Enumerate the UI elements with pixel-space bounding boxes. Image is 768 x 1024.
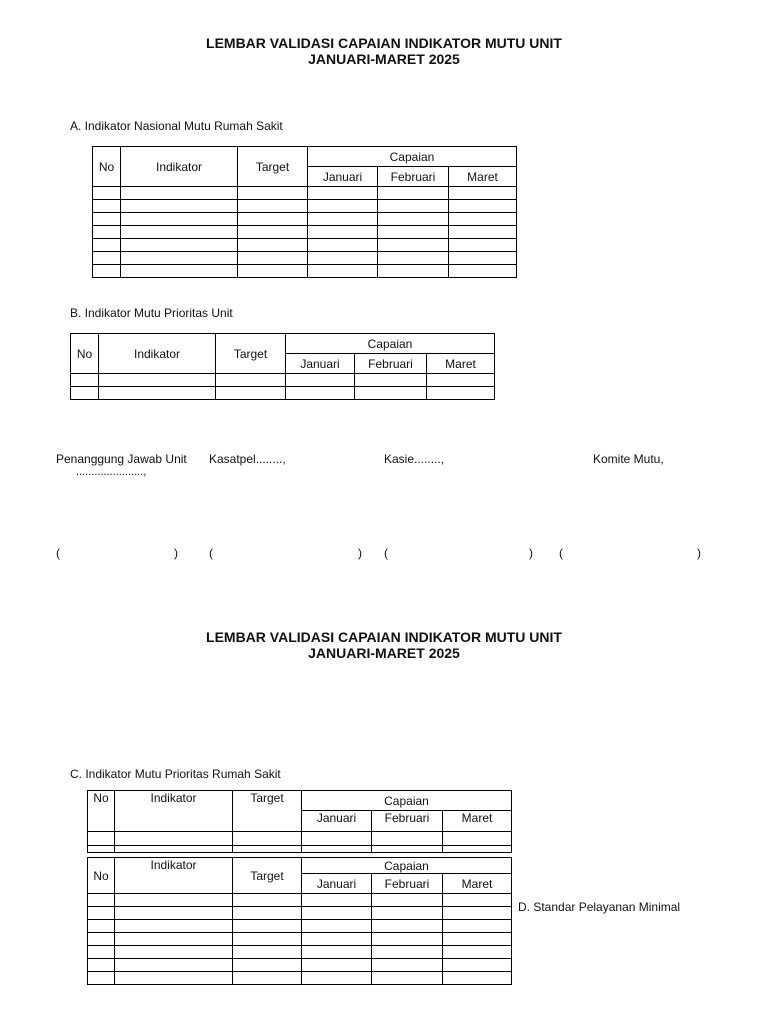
header-februari: Februari bbox=[372, 874, 443, 894]
table-row bbox=[88, 972, 512, 985]
header-target: Target bbox=[216, 334, 286, 374]
header-indikator: Indikator bbox=[115, 791, 233, 832]
header-januari: Januari bbox=[286, 354, 355, 374]
header-target: Target bbox=[233, 858, 302, 894]
header-januari: Januari bbox=[308, 167, 378, 187]
signature-paren-open-3: ( bbox=[384, 546, 388, 560]
table-row bbox=[93, 187, 517, 200]
signature-paren-close-3: ) bbox=[529, 546, 533, 560]
signature-paren-close-4: ) bbox=[697, 546, 701, 560]
header-capaian: Capaian bbox=[286, 334, 495, 354]
header-februari: Februari bbox=[355, 354, 427, 374]
section-c-heading: C. Indikator Mutu Prioritas Rumah Sakit bbox=[70, 767, 281, 781]
table-standar-pelayanan-minimal bbox=[87, 857, 512, 985]
signature-paren-open-1: ( bbox=[56, 546, 60, 560]
signature-paren-open-4: ( bbox=[559, 546, 563, 560]
signature-penanggung-jawab: Penanggung Jawab Unit bbox=[56, 452, 187, 466]
header-capaian: Capaian bbox=[302, 858, 512, 874]
section-a-heading: A. Indikator Nasional Mutu Rumah Sakit bbox=[70, 119, 283, 133]
table-row bbox=[88, 946, 512, 959]
table-row bbox=[88, 907, 512, 920]
header-indikator: Indikator bbox=[115, 858, 233, 894]
table-indikator-prioritas-rs bbox=[87, 790, 512, 853]
table-row bbox=[93, 226, 517, 239]
header-no: No bbox=[88, 791, 115, 832]
section-d-heading: D. Standar Pelayanan Minimal bbox=[518, 900, 681, 914]
table-row bbox=[88, 933, 512, 946]
page-subtitle: JANUARI-MARET 2025 bbox=[308, 51, 460, 67]
table-row bbox=[71, 374, 495, 387]
table-row bbox=[88, 894, 512, 907]
signature-paren-close-2: ) bbox=[358, 546, 362, 560]
header-capaian: Capaian bbox=[308, 147, 517, 167]
table-row bbox=[88, 920, 512, 933]
table-row bbox=[93, 213, 517, 226]
signature-paren-close-1: ) bbox=[174, 546, 178, 560]
header-target: Target bbox=[238, 147, 308, 187]
table-indikator-nasional bbox=[92, 146, 517, 278]
page2-subtitle: JANUARI-MARET 2025 bbox=[308, 645, 460, 661]
header-maret: Maret bbox=[449, 167, 517, 187]
page-title: LEMBAR VALIDASI CAPAIAN INDIKATOR MUTU UNIT bbox=[206, 35, 562, 51]
header-target: Target bbox=[233, 791, 302, 832]
table-row bbox=[88, 846, 512, 853]
signature-paren-open-2: ( bbox=[209, 546, 213, 560]
header-indikator: Indikator bbox=[99, 334, 216, 374]
signature-komite: Komite Mutu, bbox=[593, 452, 664, 466]
table-row bbox=[93, 252, 517, 265]
page2-title: LEMBAR VALIDASI CAPAIAN INDIKATOR MUTU UNIT bbox=[206, 629, 562, 645]
header-maret: Maret bbox=[443, 811, 512, 832]
table-indikator-prioritas-unit bbox=[70, 333, 495, 400]
header-februari: Februari bbox=[378, 167, 449, 187]
header-maret: Maret bbox=[443, 874, 512, 894]
table-row bbox=[93, 239, 517, 252]
table-row bbox=[71, 387, 495, 400]
header-no: No bbox=[93, 147, 121, 187]
header-no: No bbox=[71, 334, 99, 374]
table-row bbox=[93, 265, 517, 278]
table-row bbox=[88, 832, 512, 846]
header-januari: Januari bbox=[302, 874, 372, 894]
table-row bbox=[93, 200, 517, 213]
header-januari: Januari bbox=[302, 811, 372, 832]
header-capaian: Capaian bbox=[302, 791, 512, 811]
header-indikator: Indikator bbox=[121, 147, 238, 187]
signature-kasatpel: Kasatpel........, bbox=[209, 452, 286, 466]
signature-penanggung-jawab-dots: ......................, bbox=[76, 466, 147, 478]
section-b-heading: B. Indikator Mutu Prioritas Unit bbox=[70, 306, 233, 320]
header-maret: Maret bbox=[427, 354, 495, 374]
table-row bbox=[88, 959, 512, 972]
header-no: No bbox=[88, 858, 115, 894]
header-februari: Februari bbox=[372, 811, 443, 832]
signature-kasie: Kasie........, bbox=[384, 452, 445, 466]
